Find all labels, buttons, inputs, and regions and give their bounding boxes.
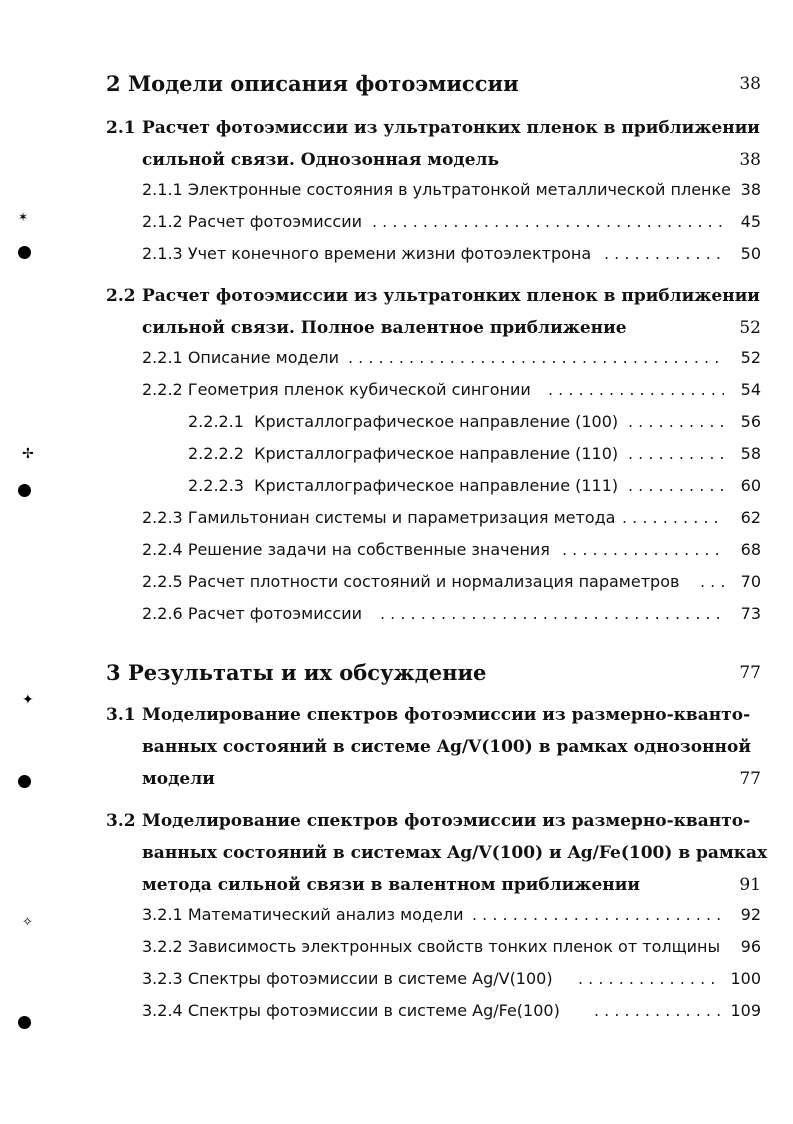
toc-subsection-3-2-4[interactable]	[0, 995, 793, 1027]
subsection-number: 2.2.2.3	[188, 476, 244, 495]
page-number: 100	[730, 969, 761, 988]
page-number: 38	[739, 74, 761, 94]
subsection-number: 3.2.4	[142, 1001, 183, 1020]
subsection-title: Расчет плотности состояний и нормализация параметров	[187, 572, 680, 591]
toc-subsection-2-2-3[interactable]	[0, 502, 793, 534]
page-number: 62	[740, 508, 761, 527]
page-number: 54	[740, 380, 761, 399]
scan-mark: ✢	[22, 446, 34, 462]
subsection-title: Кристаллографическое направление (100)	[254, 412, 619, 431]
page-number: 60	[740, 476, 761, 495]
subsection-title: Спектры фотоэмиссии в системе Ag/V(100)	[187, 969, 553, 988]
page-number: 91	[739, 875, 761, 895]
toc-subsection-3-2-1[interactable]	[0, 899, 793, 931]
section-title-line: сильной связи. Однозонная модель	[142, 150, 500, 170]
toc-chapter-2[interactable]	[0, 68, 793, 100]
toc-chapter-3[interactable]	[0, 657, 793, 689]
subsection-title: Кристаллографическое направление (111)	[254, 476, 619, 495]
subsection-number: 3.2.2	[142, 937, 183, 956]
subsection-number: 3.2.3	[142, 969, 183, 988]
subsection-title: Кристаллографическое направление (110)	[254, 444, 619, 463]
section-number: 2.2	[106, 286, 136, 306]
toc-subsection-3-2-2[interactable]	[0, 931, 793, 963]
section-number: 3.2	[106, 811, 136, 831]
subsection-number: 2.2.2.2	[188, 444, 244, 463]
binding-hole-dot	[18, 1016, 31, 1029]
leader-dots	[604, 238, 724, 270]
toc-subsection-2-2-6[interactable]	[0, 598, 793, 630]
page-number: 70	[740, 572, 761, 591]
page-number: 56	[740, 412, 761, 431]
leader-dots	[562, 534, 724, 566]
binding-hole-dot	[18, 775, 31, 788]
leader-dots	[372, 206, 724, 238]
page-number: 109	[730, 1001, 761, 1020]
page-number: 52	[740, 348, 761, 367]
chapter-title: Модели описания фотоэмиссии	[127, 71, 519, 96]
section-number: 2.1	[106, 118, 136, 138]
leader-dots	[380, 598, 724, 630]
leader-dots	[622, 502, 724, 534]
subsection-title: Расчет фотоэмиссии	[187, 212, 362, 231]
page-number: 92	[740, 905, 761, 924]
chapter-number: 3	[106, 660, 121, 685]
leader-dots	[472, 899, 724, 931]
page-number: 96	[740, 937, 761, 956]
subsection-title: Гамильтониан системы и параметризация метода	[187, 508, 616, 527]
toc-subsection-2-2-1[interactable]	[0, 342, 793, 374]
subsection-number: 2.2.1	[142, 348, 183, 367]
subsection-number: 2.2.2	[142, 380, 183, 399]
page-number: 38	[740, 180, 761, 199]
leader-dots	[628, 438, 724, 470]
subsection-title: Математический анализ модели	[187, 905, 464, 924]
leader-dots	[628, 406, 724, 438]
toc-subsection-2-1-3[interactable]	[0, 238, 793, 270]
subsection-title: Зависимость электронных свойств тонких пленок от толщины	[187, 937, 721, 956]
subsection-number: 2.2.2.1	[188, 412, 244, 431]
subsection-title: Решение задачи на собственные значения	[187, 540, 550, 559]
page-number: 77	[739, 663, 761, 683]
section-title-line: сильной связи. Полное валентное приближение	[142, 318, 627, 338]
section-title-line: Моделирование спектров фотоэмиссии из размерно-кванто-	[142, 705, 751, 725]
toc-subsubsection-2-2-2-2[interactable]	[0, 438, 793, 470]
subsection-number: 2.2.3	[142, 508, 183, 527]
section-title-line: Расчет фотоэмиссии из ультратонких пленок в приближении	[142, 118, 760, 138]
page-number: 52	[739, 318, 761, 338]
toc-subsection-3-2-3[interactable]	[0, 963, 793, 995]
subsection-title: Геометрия пленок кубической сингонии	[187, 380, 531, 399]
binding-hole-dot	[18, 246, 31, 259]
subsection-number: 2.2.6	[142, 604, 183, 623]
toc-subsection-2-2-2[interactable]	[0, 374, 793, 406]
toc-subsubsection-2-2-2-3[interactable]	[0, 470, 793, 502]
section-title-line: ванных состояний в системах Ag/V(100) и Ag/Fe(100) в рамках	[142, 843, 768, 863]
page-number: 58	[740, 444, 761, 463]
scan-mark: ✧	[22, 915, 33, 930]
section-number: 3.1	[106, 705, 136, 725]
toc-subsection-2-1-1[interactable]	[0, 174, 793, 206]
chapter-title: Результаты и их обсуждение	[127, 660, 487, 685]
leader-dots	[578, 963, 722, 995]
section-title-line: модели	[142, 769, 215, 789]
subsection-title: Учет конечного времени жизни фотоэлектрона	[187, 244, 592, 263]
leader-dots	[548, 374, 724, 406]
section-title-line: Расчет фотоэмиссии из ультратонких пленок в приближении	[142, 286, 760, 306]
toc-subsubsection-2-2-2-1[interactable]	[0, 406, 793, 438]
chapter-number: 2	[106, 71, 121, 96]
page-number: 38	[739, 150, 761, 170]
subsection-title: Электронные состояния в ультратонкой металлической пленке	[187, 180, 732, 199]
subsection-number: 2.2.4	[142, 540, 183, 559]
toc-subsection-2-2-4[interactable]	[0, 534, 793, 566]
section-title-line: Моделирование спектров фотоэмиссии из размерно-кванто-	[142, 811, 751, 831]
page-number: 68	[740, 540, 761, 559]
leader-dots	[594, 995, 722, 1027]
toc-subsection-2-2-5[interactable]	[0, 566, 793, 598]
page-number: 73	[740, 604, 761, 623]
subsection-title: Расчет фотоэмиссии	[187, 604, 362, 623]
subsection-number: 2.2.5	[142, 572, 183, 591]
toc-subsection-2-1-2[interactable]	[0, 206, 793, 238]
page-number: 45	[740, 212, 761, 231]
section-title-line: ванных состояний в системе Ag/V(100) в рамках однозонной	[142, 737, 751, 757]
section-title-line: метода сильной связи в валентном приближении	[142, 875, 640, 895]
subsection-number: 2.1.2	[142, 212, 183, 231]
page-number: 77	[739, 769, 761, 789]
leader-dots	[700, 566, 724, 598]
subsection-title: Описание модели	[187, 348, 340, 367]
page-number: 50	[740, 244, 761, 263]
binding-hole-dot	[18, 484, 31, 497]
scan-mark: ✶	[18, 210, 29, 224]
subsection-number: 3.2.1	[142, 905, 183, 924]
leader-dots	[348, 342, 724, 374]
subsection-title: Спектры фотоэмиссии в системе Ag/Fe(100)	[187, 1001, 560, 1020]
subsection-number: 2.1.3	[142, 244, 183, 263]
leader-dots	[628, 470, 724, 502]
scan-mark: ✦	[22, 692, 34, 708]
subsection-number: 2.1.1	[142, 180, 183, 199]
